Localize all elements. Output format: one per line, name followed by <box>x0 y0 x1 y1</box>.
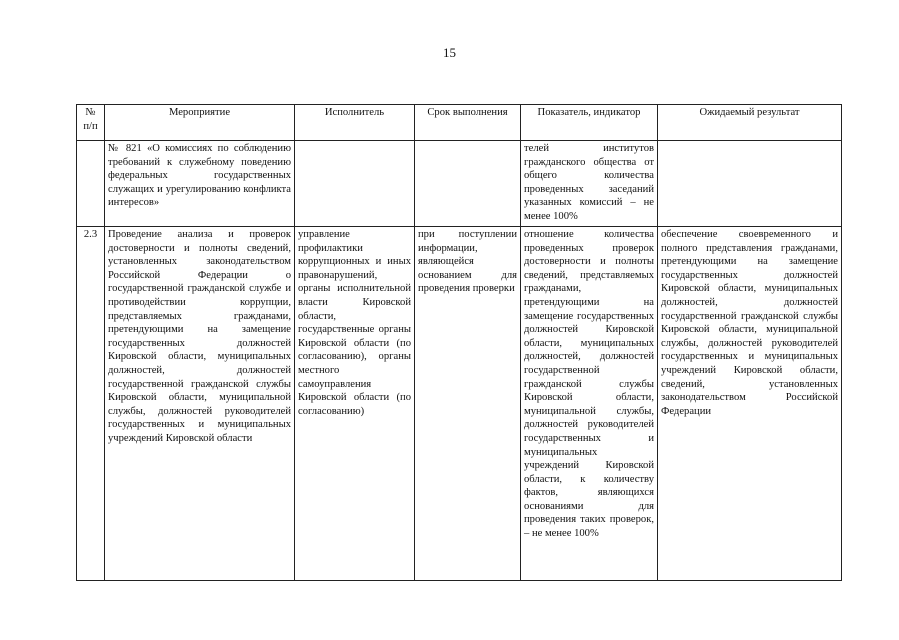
indicator-cell: отношение количества проведенных проверок достоверности и полноты сведений, представляемых гражданами, претендующими на замещение государственных должностей Кировской области, муниципальных должностей, должностей государственной гражданской службы Кировской области, муниципальной службы, должностей руководителей государственных и муниципальных учреждений Кировской области, к количеству фактов, являющихся основаниями для проведения таких проверок, – не менее 100% <box>521 227 658 581</box>
header-result: Ожидаемый результат <box>658 105 842 141</box>
table-row <box>77 141 842 227</box>
executor-cell: управление профилактики коррупционных и иных правонарушений, органы исполнительной власти Кировской области, государственные органы Кировской области (по согласованию), органы местного самоуправления Кировской области (по согласованию) <box>295 227 415 581</box>
result-cell <box>658 141 842 227</box>
header-executor: Исполнитель <box>295 105 415 141</box>
header-deadline: Срок выполнения <box>415 105 521 141</box>
header-num: № п/п <box>77 105 105 141</box>
action-plan-table <box>76 104 842 581</box>
event-cell: № 821 «О комиссиях по соблюдению требований к служебному поведению федеральных государственных служащих и урегулированию конфликта интересов» <box>105 141 295 227</box>
row-number <box>77 141 105 227</box>
event-cell: Проведение анализа и проверок достоверности и полноты сведений, установленных законодательством Российской Федерации о государственной гражданской службе и противодействии коррупции, представляемых гражданами, претендующими на замещение государственных должностей Кировской области, муниципальных должностей, должностей государственной гражданской службы Кировской области, муниципальной службы, должностей руководителей государственных и муниципальных учреждений Кировской области <box>105 227 295 581</box>
table-header-row <box>77 105 842 141</box>
table-row <box>77 227 842 581</box>
indicator-cell: телей институтов гражданского общества от общего количества проведенных заседаний указанных комиссий – не менее 100% <box>521 141 658 227</box>
deadline-cell <box>415 141 521 227</box>
header-event: Мероприятие <box>105 105 295 141</box>
header-indicator: Показатель, индикатор <box>521 105 658 141</box>
executor-cell <box>295 141 415 227</box>
page-number: 15 <box>443 45 456 60</box>
deadline-cell: при поступлении информации, являющейся основанием для проведения проверки <box>415 227 521 581</box>
result-cell: обеспечение своевременного и полного представления гражданами, претендующими на замещение государственных должностей Кировской области, муниципальных должностей, должностей государственной гражданской службы Кировской области, муниципальной службы, должностей руководителей государственных и муниципальных учреждений Кировской области, сведений, установленных законодательством Российской Федерации <box>658 227 842 581</box>
row-number: 2.3 <box>77 227 105 581</box>
